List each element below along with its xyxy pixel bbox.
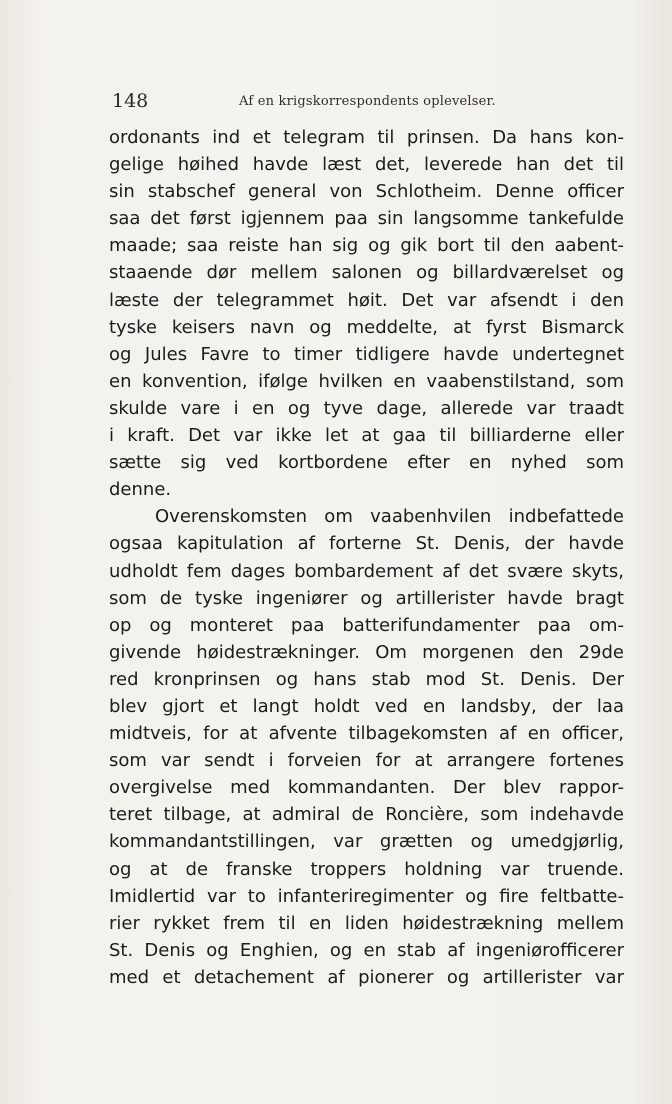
text-line: i kraft. Det var ikke let at gaa til billiarderne eller bbox=[109, 425, 624, 447]
text-line: gelige høihed havde læst det, leverede han det til bbox=[109, 154, 624, 176]
text-line: kommandantstillingen, var grætten og umedgjørlig, bbox=[109, 831, 624, 853]
text-line: læste der telegrammet høit. Det var afsendt i den bbox=[109, 289, 624, 311]
text-line: overgivelse med kommandanten. Der blev rappor- bbox=[109, 777, 624, 799]
page-header bbox=[109, 88, 624, 116]
text-line: med et detachement af pionerer og artillerister var bbox=[109, 966, 624, 988]
text-line: skulde vare i en og tyve dage, allerede var traadt bbox=[109, 397, 624, 419]
text-line: rier rykket frem til en liden høidestrækning mellem bbox=[109, 912, 624, 934]
text-line: St. Denis og Enghien, og en stab af ingeniørofficerer bbox=[109, 939, 624, 961]
text-line: blev gjort et langt holdt ved en landsby, der laa bbox=[109, 695, 624, 717]
text-line: op og monteret paa batterifundamenter paa om- bbox=[109, 614, 624, 636]
text-line: red kronprinsen og hans stab mod St. Denis. Der bbox=[109, 668, 624, 690]
text-line: Overenskomsten om vaabenhvilen indbefattede bbox=[155, 506, 624, 528]
text-line: saa det først igjennem paa sin langsomme tankefulde bbox=[109, 208, 624, 230]
text-line: og Jules Favre to timer tidligere havde undertegnet bbox=[109, 343, 624, 365]
text-line: Imidlertid var to infanteriregimenter og fire feltbatte- bbox=[109, 885, 624, 907]
text-line: som var sendt i forveien for at arrangere fortenes bbox=[109, 750, 624, 772]
text-line: en konvention, ifølge hvilken en vaabenstilstand, som bbox=[109, 370, 624, 392]
text-line: ogsaa kapitulation af forterne St. Denis, der havde bbox=[109, 533, 624, 555]
text-line: denne. bbox=[109, 479, 172, 501]
paragraph bbox=[109, 124, 624, 503]
paragraph bbox=[109, 503, 624, 991]
page-number: 148 bbox=[112, 90, 149, 112]
text-line: midtveis, for at afvente tilbagekomsten af en officer, bbox=[109, 723, 624, 745]
text-line: sætte sig ved kortbordene efter en nyhed som bbox=[109, 452, 624, 474]
body-text bbox=[109, 124, 624, 991]
running-title: Af en krigskorrespondents oplevelser. bbox=[239, 94, 496, 109]
text-line: tyske keisers navn og meddelte, at fyrst Bismarck bbox=[109, 316, 624, 338]
text-line: udholdt fem dages bombardement af det svære skyts, bbox=[109, 560, 624, 582]
text-line: maade; saa reiste han sig og gik bort til den aabent- bbox=[109, 235, 624, 257]
text-line: teret tilbage, at admiral de Roncière, som indehavde bbox=[109, 804, 624, 826]
text-line: staaende dør mellem salonen og billardværelset og bbox=[109, 262, 624, 284]
text-line: givende høidestrækninger. Om morgenen den 29de bbox=[109, 641, 624, 663]
text-line: og at de franske troppers holdning var truende. bbox=[109, 858, 624, 880]
text-line: sin stabschef general von Schlotheim. Denne officer bbox=[109, 181, 624, 203]
text-line: som de tyske ingeniører og artillerister havde bragt bbox=[109, 587, 624, 609]
text-line: ordonants ind et telegram til prinsen. Da hans kon- bbox=[109, 127, 624, 148]
